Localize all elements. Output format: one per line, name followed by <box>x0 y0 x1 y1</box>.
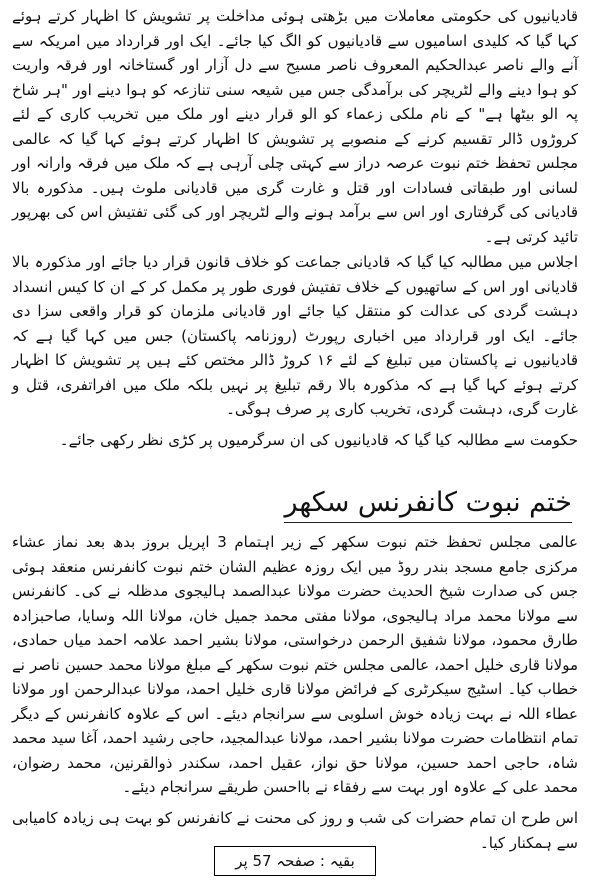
article-paragraph-4: عالمی مجلس تحفظ ختم نبوت سکھر کے زیر اہتمام 3 اپریل بروز بدھ بعد نماز عشاء مرکزی جامع مسجد بندر روڈ میں ایک روزہ عظیم الشان ختم نبوت کانفرنس منعقد ہوئی جس کی صدارت شیخ الحدیث حضرت مولانا عبدالصمد ہالیجوی مدظلہ نے کی۔ کانفرنس سے مولانا محمد مراد ہالیجوی، مولانا مفتی محمد جمیل خان، مولانا اللہ وسایا، صاحبزادہ طارق محمود، مولانا شفیق الرحمن درخواستی، مولانا بشیر احمد علامہ احمد میاں حمادی، مولانا قاری خلیل احمد، عالمی مجلس ختم نبوت سکھر کے مبلغ مولانا محمد حسین ناصر نے خطاب کیا۔ اسٹیج سیکرٹری کے فرائض مولانا قاری خلیل احمد، مولانا عبدالرحمن اور مولانا عطاء اللہ نے بہت زیادہ خوش اسلوبی سے سرانجام دیئے۔ اس کے علاوہ کانفرنس کے دیگر تمام انتظامات حضرت مولانا بشیر احمد، مولانا عبدالمجید، حاجی رشید احمد، آغا سید محمد شاہ، حاجی احمد حسین، مولانا حق نواز، عقیل احمد، سکندر ذوالقرنین، محمد رضوان، محمد علی کے علاوہ اور بہت سے رفقاء نے بااحسن طریقے سرانجام دیئے۔ <box>12 533 579 796</box>
section-heading: ختم نبوت کانفرنس سکھر <box>284 486 572 523</box>
article-paragraph-3: حکومت سے مطالبہ کیا گیا کہ قادیانیوں کی ان سرگرمیوں پر کڑی نظر رکھی جائے۔ <box>59 431 578 449</box>
article-paragraph-2: اجلاس میں مطالبہ کیا گیا کہ قادیانی جماعت کو خلاف قانون قرار دیا جائے اور مذکورہ بالا قادیانی اور اس کے ساتھیوں کے خلاف تفتیش فوری طور پر مکمل کر کے ان کا کیس انسداد دہشت گردی کی عدالت کو منتقل کیا جائے اور قادیانی ملزمان کو قرار واقعی سزا دی جائے۔ ایک اور قرارداد میں اخباری رپورٹ (روزنامہ پاکستان) جس میں کہا گیا ہے کہ قادیانیوں نے پاکستان میں تبلیغ کے لئے ۱۶ کروڑ ڈالر مختص کئے ہیں پر تشویش کا اظہار کرتے ہوئے کہا گیا ہے کہ مذکورہ بالا رقم تبلیغ پر نہیں بلکہ ملک میں افراتفری، قتل و غارت گری، دہشت گردی، تخریب کاری پر صرف ہوگی۔ <box>12 253 578 418</box>
article-paragraph-5: اس طرح ان تمام حضرات کی شب و روز کی محنت نے کانفرنس کو بہت ہی زیادہ کامیابی سے ہمکنار کیا۔ <box>12 809 578 852</box>
continued-on-page-label: بقیہ : صفحہ 57 پر <box>214 846 376 876</box>
article-paragraph-1: قادیانیوں کی حکومتی معاملات میں بڑھتی ہوئی مداخلت پر تشویش کا اظہار کرتے ہوئے کہا گیا کہ کلیدی اسامیوں سے قادیانیوں کو الگ کیا جائے۔ ایک اور قرارداد میں امریکہ سے آنے والے ناصر عبدالحکیم المعروف ناصر مسیح سے دل آزار اور گستاخانہ اور فرقہ واریت کو ہوا دینے والے لٹریچر کی برآمدگی جس میں شیعہ سنی تنازعہ کو ہوا دینے اور "ہر شاخ پہ الو بیٹھا ہے" کے نام ملکی زعماء کو الو قرار دینے اور ملک میں تخریب کاری کے لئے کروڑوں ڈالر تقسیم کرنے کے منصوبے پر تشویش کا اظہار کرتے ہوئے کہا گیا کہ عالمی مجلس تحفظ ختم نبوت عرصہ دراز سے کہتی چلی آرہی ہے کہ ملک میں فرقہ وارانہ اور لسانی اور طبقاتی فسادات اور قتل و غارت گری میں قادیانی ملوث ہیں۔ مذکورہ بالا قادیانی کی گرفتاری اور اس سے برآمد ہونے والے لٹریچر اور کی گئی تفتیش اس کی بھرپور تائید کرتی ہے۔ <box>12 7 578 246</box>
